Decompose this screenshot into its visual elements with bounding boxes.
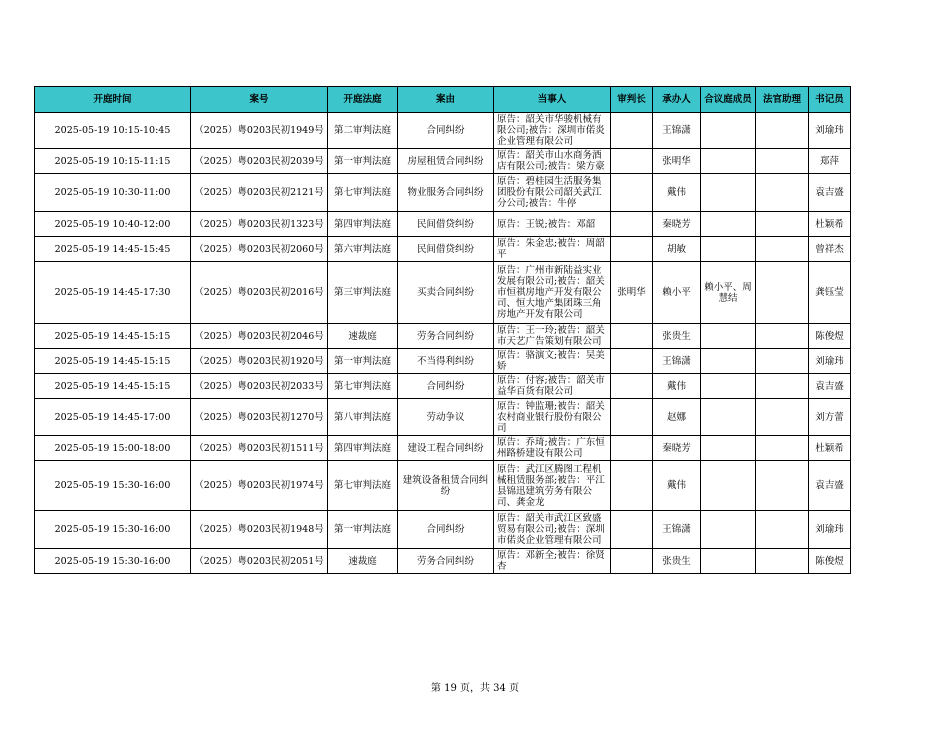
- cell-panel: [701, 174, 756, 212]
- cell-court: 第八审判法庭: [328, 399, 398, 436]
- cell-case-no: （2025）粤0203民初2046号: [191, 324, 328, 349]
- cell-parties: 原告：邓新全;被告：徐贤杏: [494, 549, 611, 574]
- cell-clerk: 刘瑜玮: [809, 349, 851, 374]
- cell-court: 第七审判法庭: [328, 374, 398, 399]
- cell-parties: 原告：武江区腾图工程机械租赁服务部;被告：平江县锦迅建筑劳务有限公司、龚金龙: [494, 461, 611, 511]
- cell-parties: 原告：广州市新陆益实业发展有限公司;被告：韶关市恒祺房地产开发有限公司、恒大地产集团珠三角房地产开发有限公司: [494, 262, 611, 324]
- cell-clerk: 刘瑜玮: [809, 511, 851, 549]
- cell-cause: 劳务合同纠纷: [398, 549, 494, 574]
- cell-time: 2025-05-19 14:45-17:00: [35, 399, 191, 436]
- cell-panel: 赖小平、周慧结: [701, 262, 756, 324]
- cell-clerk: 袁吉盛: [809, 461, 851, 511]
- cell-handler: 秦晓芳: [653, 436, 701, 461]
- cell-case-no: （2025）粤0203民初2060号: [191, 237, 328, 262]
- cell-court: 第三审判法庭: [328, 262, 398, 324]
- cell-court: 第七审判法庭: [328, 461, 398, 511]
- cell-assistant: [756, 374, 809, 399]
- table-row: [35, 461, 851, 511]
- cell-time: 2025-05-19 14:45-15:45: [35, 237, 191, 262]
- cell-case-no: （2025）粤0203民初2039号: [191, 149, 328, 174]
- cell-court: 第六审判法庭: [328, 237, 398, 262]
- cell-cause: 物业服务合同纠纷: [398, 174, 494, 212]
- cell-assistant: [756, 113, 809, 149]
- cell-panel: [701, 399, 756, 436]
- cell-presiding: [611, 349, 653, 374]
- cell-time: 2025-05-19 14:45-15:15: [35, 374, 191, 399]
- cell-handler: 秦晓芳: [653, 212, 701, 237]
- cell-clerk: 刘瑜玮: [809, 113, 851, 149]
- cell-panel: [701, 237, 756, 262]
- cell-time: 2025-05-19 10:40-12:00: [35, 212, 191, 237]
- cell-presiding: [611, 399, 653, 436]
- cell-court: 第二审判法庭: [328, 113, 398, 149]
- cell-presiding: [611, 549, 653, 574]
- cell-court: 速裁庭: [328, 324, 398, 349]
- cell-cause: 劳务合同纠纷: [398, 324, 494, 349]
- col-header-clerk: 书记员: [809, 87, 851, 113]
- cell-assistant: [756, 174, 809, 212]
- cell-parties: 原告：骆演文;被告：吴美娇: [494, 349, 611, 374]
- cell-case-no: （2025）粤0203民初1948号: [191, 511, 328, 549]
- cell-presiding: [611, 511, 653, 549]
- cell-panel: [701, 549, 756, 574]
- table-row: [35, 399, 851, 436]
- cell-cause: 合同纠纷: [398, 113, 494, 149]
- cell-parties: 原告：钟监珊;被告：韶关农村商业银行股份有限公司: [494, 399, 611, 436]
- table-row: [35, 324, 851, 349]
- court-schedule-table: [34, 86, 851, 574]
- table-row: [35, 113, 851, 149]
- cell-parties: 原告：乔琦;被告：广东恒州路桥建设有限公司: [494, 436, 611, 461]
- cell-time: 2025-05-19 14:45-15:15: [35, 324, 191, 349]
- cell-cause: 房屋租赁合同纠纷: [398, 149, 494, 174]
- cell-time: 2025-05-19 14:45-17:30: [35, 262, 191, 324]
- cell-handler: 戴伟: [653, 374, 701, 399]
- cell-case-no: （2025）粤0203民初2033号: [191, 374, 328, 399]
- cell-time: 2025-05-19 15:30-16:00: [35, 461, 191, 511]
- cell-court: 第一审判法庭: [328, 349, 398, 374]
- page-footer: 第 19 页，共 34 页: [430, 683, 520, 694]
- cell-cause: 建筑设备租赁合同纠纷: [398, 461, 494, 511]
- col-header-presiding: 审判长: [611, 87, 653, 113]
- cell-court: 速裁庭: [328, 549, 398, 574]
- cell-panel: [701, 149, 756, 174]
- cell-parties: 原告：韶关市华骏机械有限公司;被告：深圳市偌炎企业管理有限公司: [494, 113, 611, 149]
- col-header-panel: 合议庭成员: [701, 87, 756, 113]
- cell-assistant: [756, 349, 809, 374]
- cell-presiding: [611, 174, 653, 212]
- cell-court: 第四审判法庭: [328, 436, 398, 461]
- cell-assistant: [756, 511, 809, 549]
- col-header-case-no: 案号: [191, 87, 328, 113]
- cell-assistant: [756, 237, 809, 262]
- cell-time: 2025-05-19 14:45-15:15: [35, 349, 191, 374]
- table-row: [35, 174, 851, 212]
- cell-handler: 戴伟: [653, 461, 701, 511]
- cell-assistant: [756, 212, 809, 237]
- cell-cause: 不当得利纠纷: [398, 349, 494, 374]
- cell-panel: [701, 461, 756, 511]
- header-row: [35, 87, 851, 113]
- cell-assistant: [756, 436, 809, 461]
- cell-assistant: [756, 549, 809, 574]
- cell-time: 2025-05-19 10:30-11:00: [35, 174, 191, 212]
- cell-presiding: [611, 436, 653, 461]
- col-header-parties: 当事人: [494, 87, 611, 113]
- cell-case-no: （2025）粤0203民初2016号: [191, 262, 328, 324]
- cell-parties: 原告：王锐;被告：邓韶: [494, 212, 611, 237]
- cell-presiding: [611, 113, 653, 149]
- cell-presiding: [611, 461, 653, 511]
- cell-presiding: 张明华: [611, 262, 653, 324]
- cell-time: 2025-05-19 10:15-10:45: [35, 113, 191, 149]
- cell-presiding: [611, 149, 653, 174]
- table-row: [35, 212, 851, 237]
- cell-parties: 原告：韶关市山水商务酒店有限公司;被告：梁方豪: [494, 149, 611, 174]
- cell-case-no: （2025）粤0203民初2051号: [191, 549, 328, 574]
- cell-handler: 张明华: [653, 149, 701, 174]
- cell-panel: [701, 349, 756, 374]
- table-row: [35, 237, 851, 262]
- cell-handler: 赵娜: [653, 399, 701, 436]
- cell-cause: 劳动争议: [398, 399, 494, 436]
- col-header-time: 开庭时间: [35, 87, 191, 113]
- cell-clerk: 刘方蕾: [809, 399, 851, 436]
- cell-clerk: 袁吉盛: [809, 374, 851, 399]
- cell-cause: 建设工程合同纠纷: [398, 436, 494, 461]
- cell-handler: 胡敏: [653, 237, 701, 262]
- cell-case-no: （2025）粤0203民初1974号: [191, 461, 328, 511]
- cell-clerk: 杜颖希: [809, 436, 851, 461]
- cell-clerk: 郑萍: [809, 149, 851, 174]
- col-header-handler: 承办人: [653, 87, 701, 113]
- cell-cause: 买卖合同纠纷: [398, 262, 494, 324]
- cell-handler: 王锦潇: [653, 349, 701, 374]
- table-row: [35, 149, 851, 174]
- cell-clerk: 陈俊煜: [809, 324, 851, 349]
- cell-case-no: （2025）粤0203民初1323号: [191, 212, 328, 237]
- cell-panel: [701, 212, 756, 237]
- cell-panel: [701, 374, 756, 399]
- table-row: [35, 549, 851, 574]
- cell-time: 2025-05-19 15:30-16:00: [35, 511, 191, 549]
- cell-cause: 合同纠纷: [398, 511, 494, 549]
- cell-handler: 张贵生: [653, 549, 701, 574]
- col-header-assistant: 法官助理: [756, 87, 809, 113]
- cell-presiding: [611, 237, 653, 262]
- cell-clerk: 杜颖希: [809, 212, 851, 237]
- col-header-court: 开庭法庭: [328, 87, 398, 113]
- cell-case-no: （2025）粤0203民初2121号: [191, 174, 328, 212]
- cell-parties: 原告：付容;被告：韶关市益华百货有限公司: [494, 374, 611, 399]
- cell-assistant: [756, 461, 809, 511]
- cell-cause: 民间借贷纠纷: [398, 237, 494, 262]
- cell-handler: 戴伟: [653, 174, 701, 212]
- cell-assistant: [756, 149, 809, 174]
- cell-panel: [701, 511, 756, 549]
- cell-parties: 原告：王一玲;被告：韶关市天艺广告策划有限公司: [494, 324, 611, 349]
- cell-presiding: [611, 374, 653, 399]
- cell-clerk: 曾祥杰: [809, 237, 851, 262]
- cell-panel: [701, 113, 756, 149]
- cell-cause: 合同纠纷: [398, 374, 494, 399]
- cell-clerk: 袁吉盛: [809, 174, 851, 212]
- cell-case-no: （2025）粤0203民初1949号: [191, 113, 328, 149]
- table-row: [35, 511, 851, 549]
- cell-court: 第一审判法庭: [328, 511, 398, 549]
- cell-clerk: 龚钰莹: [809, 262, 851, 324]
- cell-time: 2025-05-19 10:15-11:15: [35, 149, 191, 174]
- cell-handler: 张贵生: [653, 324, 701, 349]
- cell-court: 第七审判法庭: [328, 174, 398, 212]
- cell-court: 第一审判法庭: [328, 149, 398, 174]
- cell-handler: 王锦潇: [653, 113, 701, 149]
- cell-parties: 原告：碧桂园生活服务集团股份有限公司韶关武江分公司;被告：牛停: [494, 174, 611, 212]
- table-body: [35, 113, 851, 574]
- cell-assistant: [756, 324, 809, 349]
- cell-panel: [701, 436, 756, 461]
- cell-case-no: （2025）粤0203民初1511号: [191, 436, 328, 461]
- cell-assistant: [756, 399, 809, 436]
- table-row: [35, 436, 851, 461]
- cell-parties: 原告：朱金忠;被告：周韶平: [494, 237, 611, 262]
- cell-panel: [701, 324, 756, 349]
- cell-case-no: （2025）粤0203民初1270号: [191, 399, 328, 436]
- cell-parties: 原告：韶关市武江区致盛贸易有限公司;被告：深圳市偌炎企业管理有限公司: [494, 511, 611, 549]
- table-row: [35, 374, 851, 399]
- cell-presiding: [611, 212, 653, 237]
- col-header-cause: 案由: [398, 87, 494, 113]
- cell-clerk: 陈俊煜: [809, 549, 851, 574]
- table-row: [35, 262, 851, 324]
- cell-court: 第四审判法庭: [328, 212, 398, 237]
- cell-handler: 王锦潇: [653, 511, 701, 549]
- cell-time: 2025-05-19 15:00-18:00: [35, 436, 191, 461]
- cell-assistant: [756, 262, 809, 324]
- cell-cause: 民间借贷纠纷: [398, 212, 494, 237]
- cell-case-no: （2025）粤0203民初1920号: [191, 349, 328, 374]
- cell-handler: 赖小平: [653, 262, 701, 324]
- cell-time: 2025-05-19 15:30-16:00: [35, 549, 191, 574]
- cell-presiding: [611, 324, 653, 349]
- table-row: [35, 349, 851, 374]
